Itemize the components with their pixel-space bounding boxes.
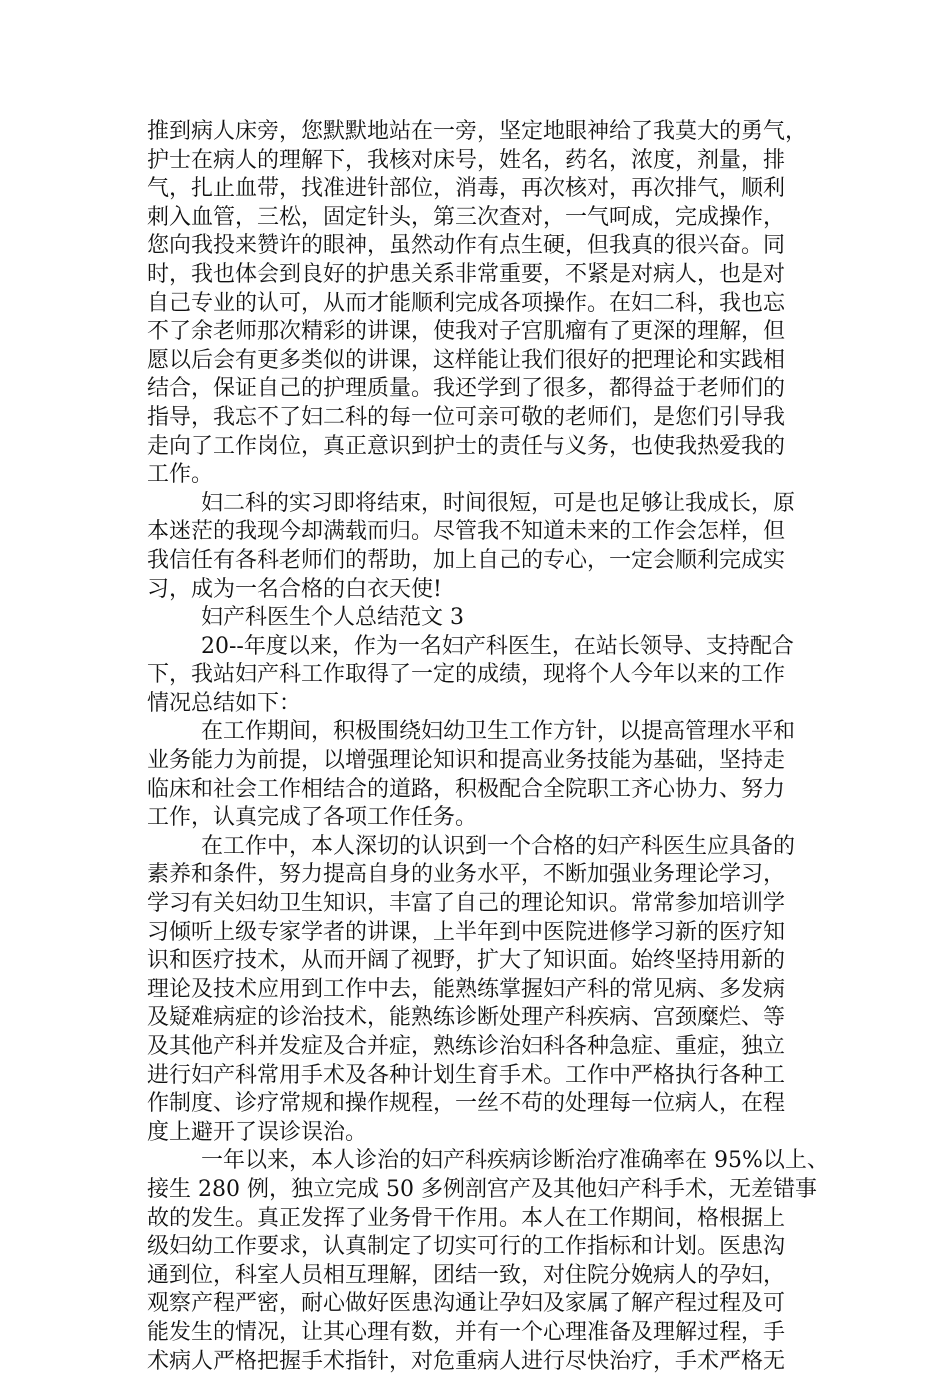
text-line: 术病人严格把握手术指针，对危重病人进行尽快治疗，手术严格无 xyxy=(147,1348,786,1374)
text-line: 理论及技术应用到工作中去，能熟练掌握妇产科的常见病、多发病 xyxy=(147,976,786,1002)
text-line: 刺入血管，三松，固定针头，第三次查对，一气呵成，完成操作， xyxy=(147,204,786,230)
text-line: 不了余老师那次精彩的讲课，使我对子宫肌瘤有了更深的理解，但 xyxy=(147,319,786,345)
text-line: 情况总结如下： xyxy=(147,690,302,716)
text-line: 在工作期间，积极围绕妇幼卫生工作方针，以提高管理水平和 xyxy=(201,719,796,745)
text-line: 识和医疗技术，从而开阔了视野，扩大了知识面。始终坚持用新的 xyxy=(147,948,786,974)
text-line: 我信任有各科老师们的帮助，加上自己的专心，一定会顺利完成实 xyxy=(147,547,786,573)
text-line: 故的发生。真正发挥了业务骨干作用。本人在工作期间，格根据上 xyxy=(147,1205,786,1231)
text-line: 接生 280 例，独立完成 50 多例剖宫产及其他妇产科手术，无差错事 xyxy=(147,1176,817,1202)
text-line: 临床和社会工作相结合的道路，积极配合全院职工齐心协力、努力 xyxy=(147,776,786,802)
text-line: 及疑难病症的诊治技术，能熟练诊断处理产科疾病、宫颈糜烂、等 xyxy=(147,1005,786,1031)
text-line: 自己专业的认可，从而才能顺利完成各项操作。在妇二科，我也忘 xyxy=(147,290,786,316)
text-line: 素养和条件，努力提高自身的业务水平，不断加强业务理论学习， xyxy=(147,862,786,888)
text-line: 结合，保证自己的护理质量。我还学到了很多，都得益于老师们的 xyxy=(147,376,786,402)
text-line: 走向了工作岗位，真正意识到护士的责任与义务，也使我热爱我的 xyxy=(147,433,786,459)
text-line: 愿以后会有更多类似的讲课，这样能让我们很好的把理论和实践相 xyxy=(147,347,786,373)
text-line: 指导，我忘不了妇二科的每一位可亲可敬的老师们，是您们引导我 xyxy=(147,404,786,430)
text-line: 妇二科的实习即将结束，时间很短，可是也足够让我成长，原 xyxy=(201,490,796,516)
text-line: 时，我也体会到良好的护患关系非常重要，不紧是对病人，也是对 xyxy=(147,261,786,287)
text-line: 通到位，科室人员相互理解，团结一致，对住院分娩病人的孕妇， xyxy=(147,1262,786,1288)
text-line: 气，扎止血带，找准进针部位，消毒，再次核对，再次排气，顺利 xyxy=(147,176,786,202)
text-line: 及其他产科并发症及合并症，熟练诊治妇科各种急症、重症，独立 xyxy=(147,1034,786,1059)
text-line: 一年以来，本人诊治的妇产科疾病诊断治疗准确率在 95%以上、 xyxy=(201,1148,829,1174)
text-line: 推到病人床旁，您默默地站在一旁，坚定地眼神给了我莫大的勇气， xyxy=(147,119,808,144)
text-line: 在工作中，本人深切的认识到一个合格的妇产科医生应具备的 xyxy=(201,833,796,859)
text-line: 下，我站妇产科工作取得了一定的成绩，现将个人今年以来的工作 xyxy=(147,662,786,688)
text-line: 您向我投来赞许的眼神，虽然动作有点生硬，但我真的很兴奋。同 xyxy=(147,233,786,259)
text-line: 护士在病人的理解下，我核对床号，姓名，药名，浓度，剂量，排 xyxy=(147,147,786,173)
text-line: 作制度、诊疗常规和操作规程，一丝不苟的处理每一位病人，在程 xyxy=(147,1091,786,1117)
text-line: 观察产程严密，耐心做好医患沟通让孕妇及家属了解产程过程及可 xyxy=(147,1291,786,1317)
text-line: 习倾听上级专家学者的讲课，上半年到中医院进修学习新的医疗知 xyxy=(147,919,786,945)
text-line: 工作，认真完成了各项工作任务。 xyxy=(147,805,478,831)
text-line: 妇产科医生个人总结范文 3 xyxy=(201,605,464,631)
text-line: 本迷茫的我现今却满载而归。尽管我不知道未来的工作会怎样，但 xyxy=(147,519,786,545)
text-line: 学习有关妇幼卫生知识，丰富了自己的理论知识。常常参加培训学 xyxy=(147,891,786,917)
text-line: 能发生的情况，让其心理有数，并有一个心理准备及理解过程，手 xyxy=(147,1319,786,1345)
text-line: 20--年度以来，作为一名妇产科医生，在站长领导、支持配合 xyxy=(201,633,794,659)
document-body xyxy=(147,118,827,1376)
text-line: 工作。 xyxy=(147,462,214,488)
text-line: 进行妇产科常用手术及各种计划生育手术。工作中严格执行各种工 xyxy=(147,1062,786,1088)
text-line: 业务能力为前提，以增强理论知识和提高业务技能为基础，坚持走 xyxy=(147,748,786,774)
text-line: 级妇幼工作要求，认真制定了切实可行的工作指标和计划。医患沟 xyxy=(147,1234,786,1260)
text-line: 习，成为一名合格的白衣天使! xyxy=(147,576,442,602)
text-line: 度上避开了误诊误治。 xyxy=(147,1119,368,1145)
